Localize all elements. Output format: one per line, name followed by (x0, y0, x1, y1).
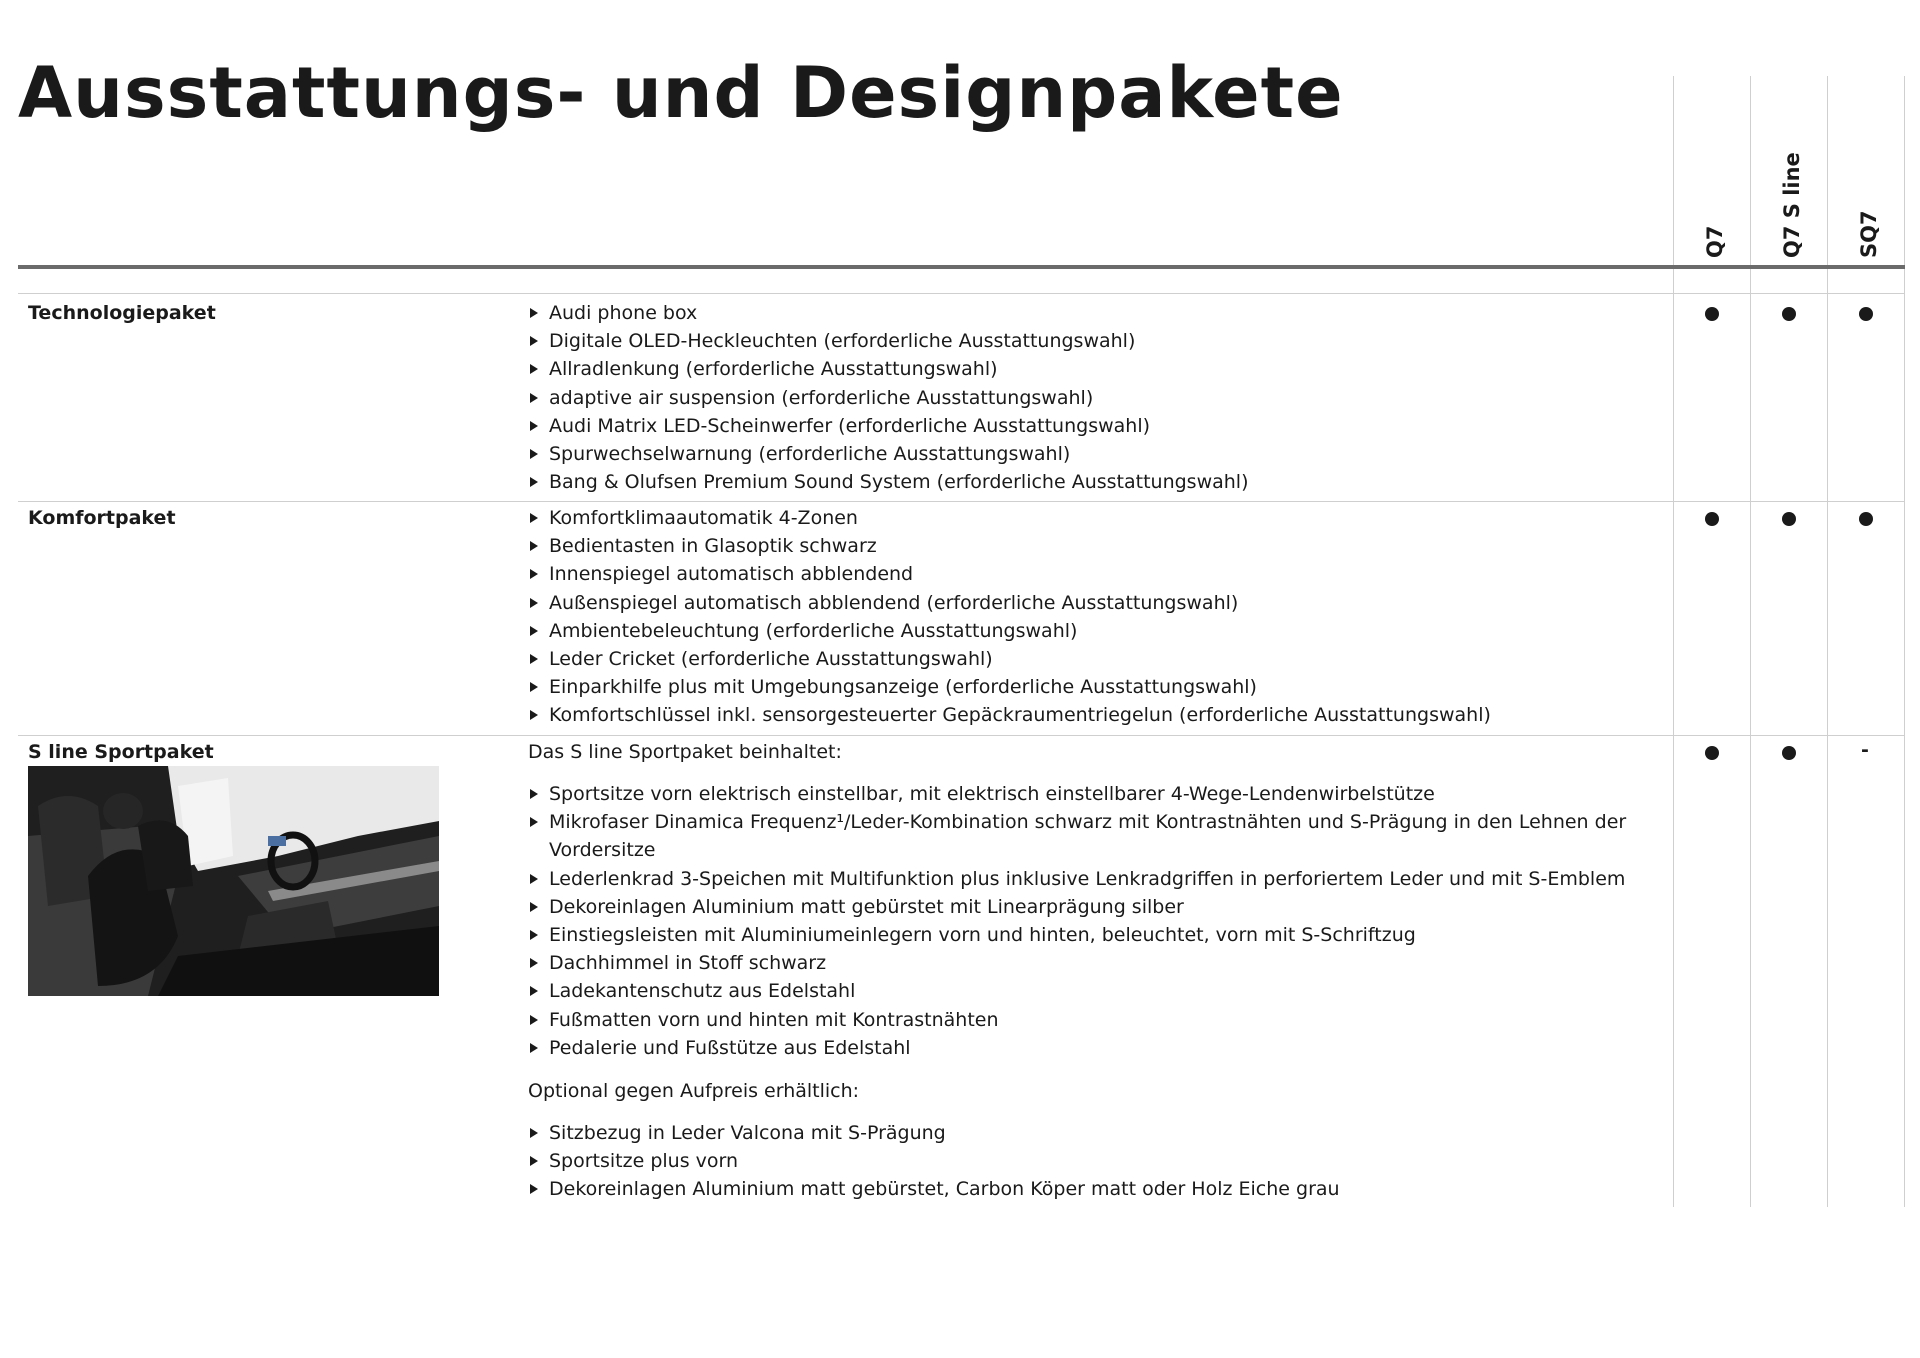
column-header-sq7: SQ7 (1857, 210, 1881, 258)
availability-dash: - (1861, 739, 1869, 761)
list-item: Innenspiegel automatisch abblendend (528, 560, 1491, 588)
list-item: Sitzbezug in Leder Valcona mit S-Prägung (528, 1119, 1340, 1147)
list-item: Sportsitze vorn elektrisch einstellbar, mit elektrisch einstellbarer 4-Wege-Lendenwirbelstütze (528, 780, 1669, 808)
optional-intro-text: Optional gegen Aufpreis erhältlich: (528, 1080, 860, 1102)
column-divider (1673, 76, 1674, 1207)
arrow-right-icon (530, 1128, 538, 1138)
column-divider (1827, 76, 1828, 1207)
row-separator (18, 735, 1905, 736)
column-header-q7: Q7 (1703, 225, 1727, 258)
arrow-right-icon (530, 789, 538, 799)
list-item: Digitale OLED-Heckleuchten (erforderliche Ausstattungswahl) (528, 327, 1248, 355)
list-item: Audi Matrix LED-Scheinwerfer (erforderliche Ausstattungswahl) (528, 412, 1248, 440)
list-item: Bedientasten in Glasoptik schwarz (528, 532, 1491, 560)
arrow-right-icon (530, 421, 538, 431)
arrow-right-icon (530, 654, 538, 664)
package-name-s-line-sportpaket: S line Sportpaket (28, 741, 214, 763)
arrow-right-icon (530, 393, 538, 403)
list-item: Einparkhilfe plus mit Umgebungsanzeige (erforderliche Ausstattungswahl) (528, 673, 1491, 701)
arrow-right-icon (530, 1015, 538, 1025)
package-name-technologiepaket: Technologiepaket (28, 302, 216, 324)
header-rule (18, 265, 1905, 269)
arrow-right-icon (530, 598, 538, 608)
column-divider (1904, 76, 1905, 1207)
arrow-right-icon (530, 958, 538, 968)
arrow-right-icon (530, 1043, 538, 1053)
arrow-right-icon (530, 569, 538, 579)
list-item: Dekoreinlagen Aluminium matt gebürstet, Carbon Köper matt oder Holz Eiche grau (528, 1175, 1340, 1203)
availability-dot-icon (1705, 307, 1719, 321)
list-item: Komfortklimaautomatik 4-Zonen (528, 504, 1491, 532)
interior-photo (28, 766, 439, 996)
list-item: Leder Cricket (erforderliche Ausstattungswahl) (528, 645, 1491, 673)
arrow-right-icon (530, 930, 538, 940)
optional-feature-list (528, 1119, 1340, 1204)
arrow-right-icon (530, 986, 538, 996)
availability-dot-icon (1859, 307, 1873, 321)
arrow-right-icon (530, 817, 538, 827)
list-item: Lederlenkrad 3-Speichen mit Multifunktion plus inklusive Lenkradgriffen in perforiertem Leder und mit S-Emblem (528, 865, 1669, 893)
list-item: Pedalerie und Fußstütze aus Edelstahl (528, 1034, 1669, 1062)
availability-dot-icon (1705, 512, 1719, 526)
list-item: Dachhimmel in Stoff schwarz (528, 949, 1669, 977)
package-intro-text: Das S line Sportpaket beinhaltet: (528, 741, 842, 763)
arrow-right-icon (530, 449, 538, 459)
arrow-right-icon (530, 541, 538, 551)
list-item: Einstiegsleisten mit Aluminiumeinlegern vorn und hinten, beleuchtet, vorn mit S-Schriftzug (528, 921, 1669, 949)
package-feature-list (528, 299, 1248, 496)
package-feature-list (528, 780, 1669, 1062)
arrow-right-icon (530, 902, 538, 912)
list-item: Ladekantenschutz aus Edelstahl (528, 977, 1669, 1005)
availability-dot-icon (1705, 746, 1719, 760)
availability-dot-icon (1782, 746, 1796, 760)
list-item: Mikrofaser Dinamica Frequenz¹/Leder-Kombination schwarz mit Kontrastnähten und S-Prägung in den Lehnen der Vordersitze (528, 808, 1669, 864)
table-top-rule (18, 293, 1905, 294)
row-separator (18, 501, 1905, 502)
list-item: Komfortschlüssel inkl. sensorgesteuerter Gepäckraumentriegelun (erforderliche Ausstattungswahl) (528, 701, 1491, 729)
arrow-right-icon (530, 710, 538, 720)
list-item: Allradlenkung (erforderliche Ausstattungswahl) (528, 355, 1248, 383)
availability-dot-icon (1859, 512, 1873, 526)
package-name-komfortpaket: Komfortpaket (28, 507, 176, 529)
page-title: Ausstattungs- und Designpakete (18, 52, 1344, 134)
arrow-right-icon (530, 626, 538, 636)
availability-dot-icon (1782, 307, 1796, 321)
arrow-right-icon (530, 1156, 538, 1166)
list-item: Außenspiegel automatisch abblendend (erforderliche Ausstattungswahl) (528, 589, 1491, 617)
package-feature-list (528, 504, 1491, 730)
column-header-q7-s-line: Q7 S line (1780, 152, 1804, 258)
list-item: Bang & Olufsen Premium Sound System (erforderliche Ausstattungswahl) (528, 468, 1248, 496)
arrow-right-icon (530, 364, 538, 374)
arrow-right-icon (530, 1184, 538, 1194)
arrow-right-icon (530, 513, 538, 523)
arrow-right-icon (530, 682, 538, 692)
list-item: Sportsitze plus vorn (528, 1147, 1340, 1175)
arrow-right-icon (530, 336, 538, 346)
list-item: Ambientebeleuchtung (erforderliche Ausstattungswahl) (528, 617, 1491, 645)
list-item: Spurwechselwarnung (erforderliche Ausstattungswahl) (528, 440, 1248, 468)
list-item: adaptive air suspension (erforderliche Ausstattungswahl) (528, 384, 1248, 412)
arrow-right-icon (530, 874, 538, 884)
availability-dot-icon (1782, 512, 1796, 526)
list-item: Fußmatten vorn und hinten mit Kontrastnähten (528, 1006, 1669, 1034)
car-interior-image (28, 766, 439, 996)
arrow-right-icon (530, 308, 538, 318)
arrow-right-icon (530, 477, 538, 487)
list-item: Dekoreinlagen Aluminium matt gebürstet mit Linearprägung silber (528, 893, 1669, 921)
column-divider (1750, 76, 1751, 1207)
list-item: Audi phone box (528, 299, 1248, 327)
